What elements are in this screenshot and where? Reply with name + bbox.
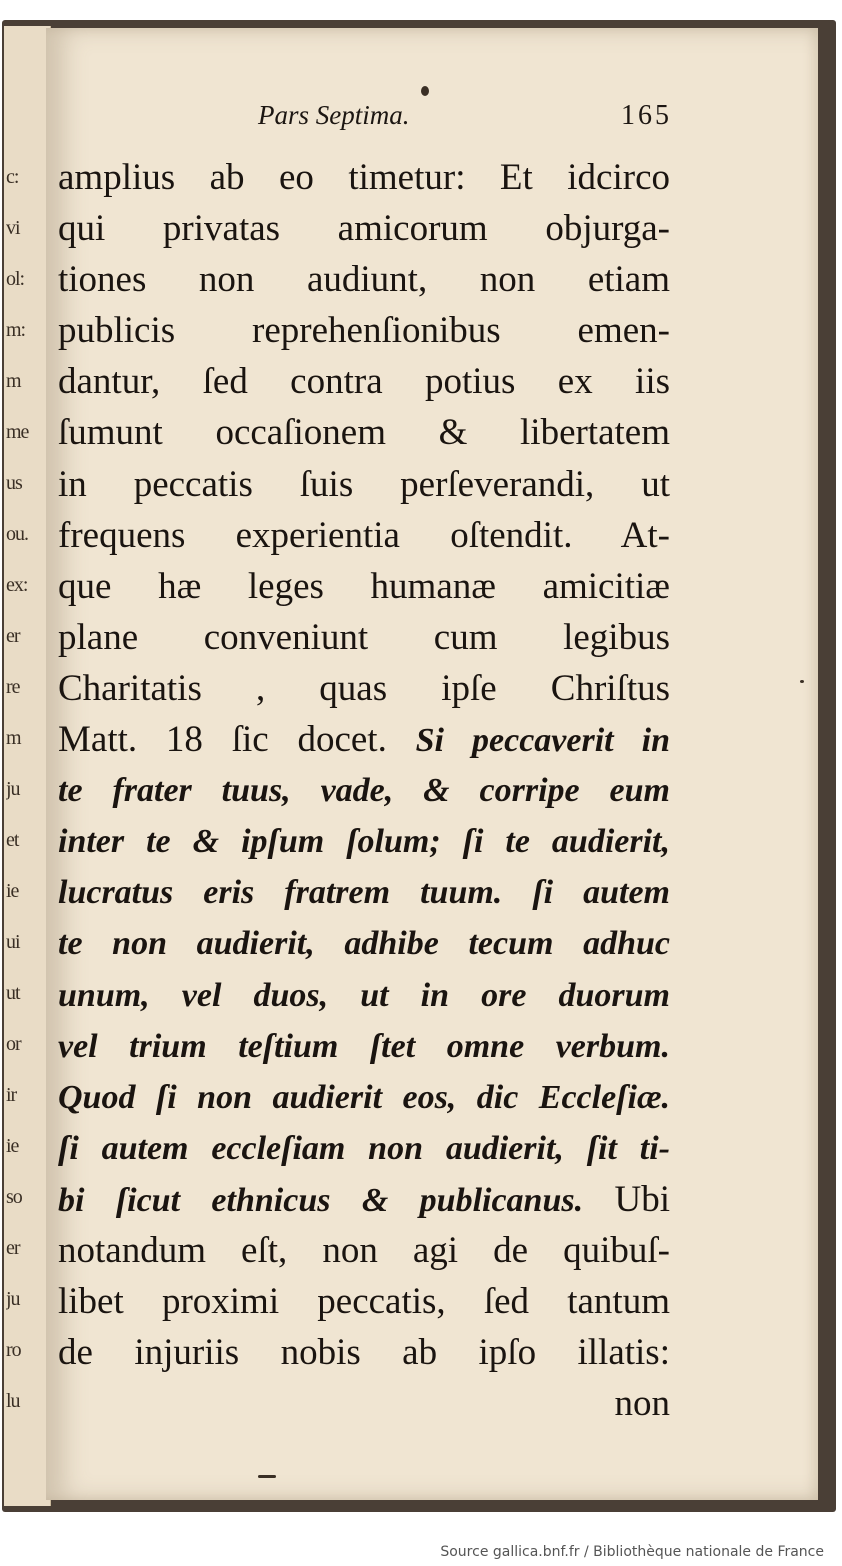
text-line: unum, vel duos, ut in ore duorum bbox=[58, 976, 670, 1014]
body-text bbox=[58, 152, 670, 1429]
text-line: de injuriis nobis ab ipſo illatis: bbox=[58, 1332, 670, 1374]
margin-fragment: ie bbox=[6, 1135, 19, 1157]
margin-fragment: ol: bbox=[6, 268, 25, 290]
ink-speck bbox=[800, 680, 804, 683]
italic-text: Si peccaverit in bbox=[415, 722, 670, 760]
margin-fragment: ro bbox=[6, 1339, 21, 1361]
margin-fragment: ie bbox=[6, 880, 19, 902]
roman-text: Matt. 18 ſic docet. bbox=[58, 719, 416, 761]
text-line: ſi autem eccleſiam non audierit, ſit ti- bbox=[58, 1129, 670, 1167]
margin-fragment: lu bbox=[6, 1390, 20, 1412]
margin-fragment: ju bbox=[6, 1288, 20, 1310]
margin-fragment: so bbox=[6, 1186, 22, 1208]
margin-fragment: c: bbox=[6, 166, 19, 188]
margin-fragment: ut bbox=[6, 982, 20, 1004]
margin-fragment: us bbox=[6, 472, 22, 494]
text-line: qui privatas amicorum objurga- bbox=[58, 208, 670, 250]
text-line: frequens experientia oſtendit. At- bbox=[58, 514, 670, 556]
margin-fragment: ex: bbox=[6, 574, 28, 596]
margin-fragment: ui bbox=[6, 931, 20, 953]
margin-fragment: er bbox=[6, 1237, 20, 1259]
source-credit: Source gallica.bnf.fr / Bibliothèque nationale de France bbox=[440, 1544, 824, 1560]
running-title: Pars Septima. bbox=[258, 100, 410, 130]
margin-fragment: ou. bbox=[6, 523, 28, 545]
roman-text: Ubi bbox=[614, 1178, 670, 1220]
text-line bbox=[58, 714, 670, 765]
text-line: lucratus eris fratrem tuum. ſi autem bbox=[58, 874, 670, 912]
margin-fragment: m: bbox=[6, 319, 26, 341]
margin-fragment: m bbox=[6, 727, 21, 749]
ink-speck bbox=[258, 1475, 276, 1478]
text-line bbox=[58, 1174, 670, 1225]
text-line: inter te & ipſum ſolum; ſi te audierit, bbox=[58, 823, 670, 861]
italic-text: bi ſicut ethnicus & publicanus. bbox=[58, 1181, 615, 1219]
margin-fragment: ir bbox=[6, 1084, 17, 1106]
text-line: Charitatis , quas ipſe Chriſtus bbox=[58, 667, 670, 709]
text-line: tiones non audiunt, non etiam bbox=[58, 259, 670, 301]
margin-fragment: et bbox=[6, 829, 19, 851]
margin-fragment: me bbox=[6, 421, 29, 443]
text-line: in peccatis ſuis perſeverandi, ut bbox=[58, 463, 670, 505]
text-line: te non audierit, adhibe tecum adhuc bbox=[58, 925, 670, 963]
page-header bbox=[258, 100, 688, 136]
margin-fragment: re bbox=[6, 676, 20, 698]
margin-fragment: m bbox=[6, 370, 21, 392]
margin-fragment: vi bbox=[6, 217, 20, 239]
text-line: dantur, ſed contra potius ex iis bbox=[58, 361, 670, 403]
text-line: vel trium teſtium ſtet omne verbum. bbox=[58, 1027, 670, 1065]
margin-fragment: or bbox=[6, 1033, 21, 1055]
margin-fragment: ju bbox=[6, 778, 20, 800]
text-line: plane conveniunt cum legibus bbox=[58, 616, 670, 658]
ink-speck bbox=[421, 86, 429, 96]
text-line: publicis reprehenſionibus emen- bbox=[58, 310, 670, 352]
page-number: 165 bbox=[621, 100, 672, 131]
text-line: te frater tuus, vade, & corripe eum bbox=[58, 772, 670, 810]
margin-fragment: er bbox=[6, 625, 20, 647]
text-line: amplius ab eo timetur: Et idcirco bbox=[58, 157, 670, 198]
text-line: notandum eſt, non agi de quibuſ- bbox=[58, 1229, 670, 1271]
text-line: que hæ leges humanæ amicitiæ bbox=[58, 565, 670, 607]
catchword: non bbox=[614, 1383, 670, 1425]
previous-page-edge bbox=[4, 26, 51, 1506]
text-line: Quod ſi non audierit eos, dic Eccleſiæ. bbox=[58, 1078, 670, 1116]
text-line: ſumunt occaſionem & libertatem bbox=[58, 412, 670, 454]
text-line: libet proximi peccatis, ſed tantum bbox=[58, 1281, 670, 1323]
